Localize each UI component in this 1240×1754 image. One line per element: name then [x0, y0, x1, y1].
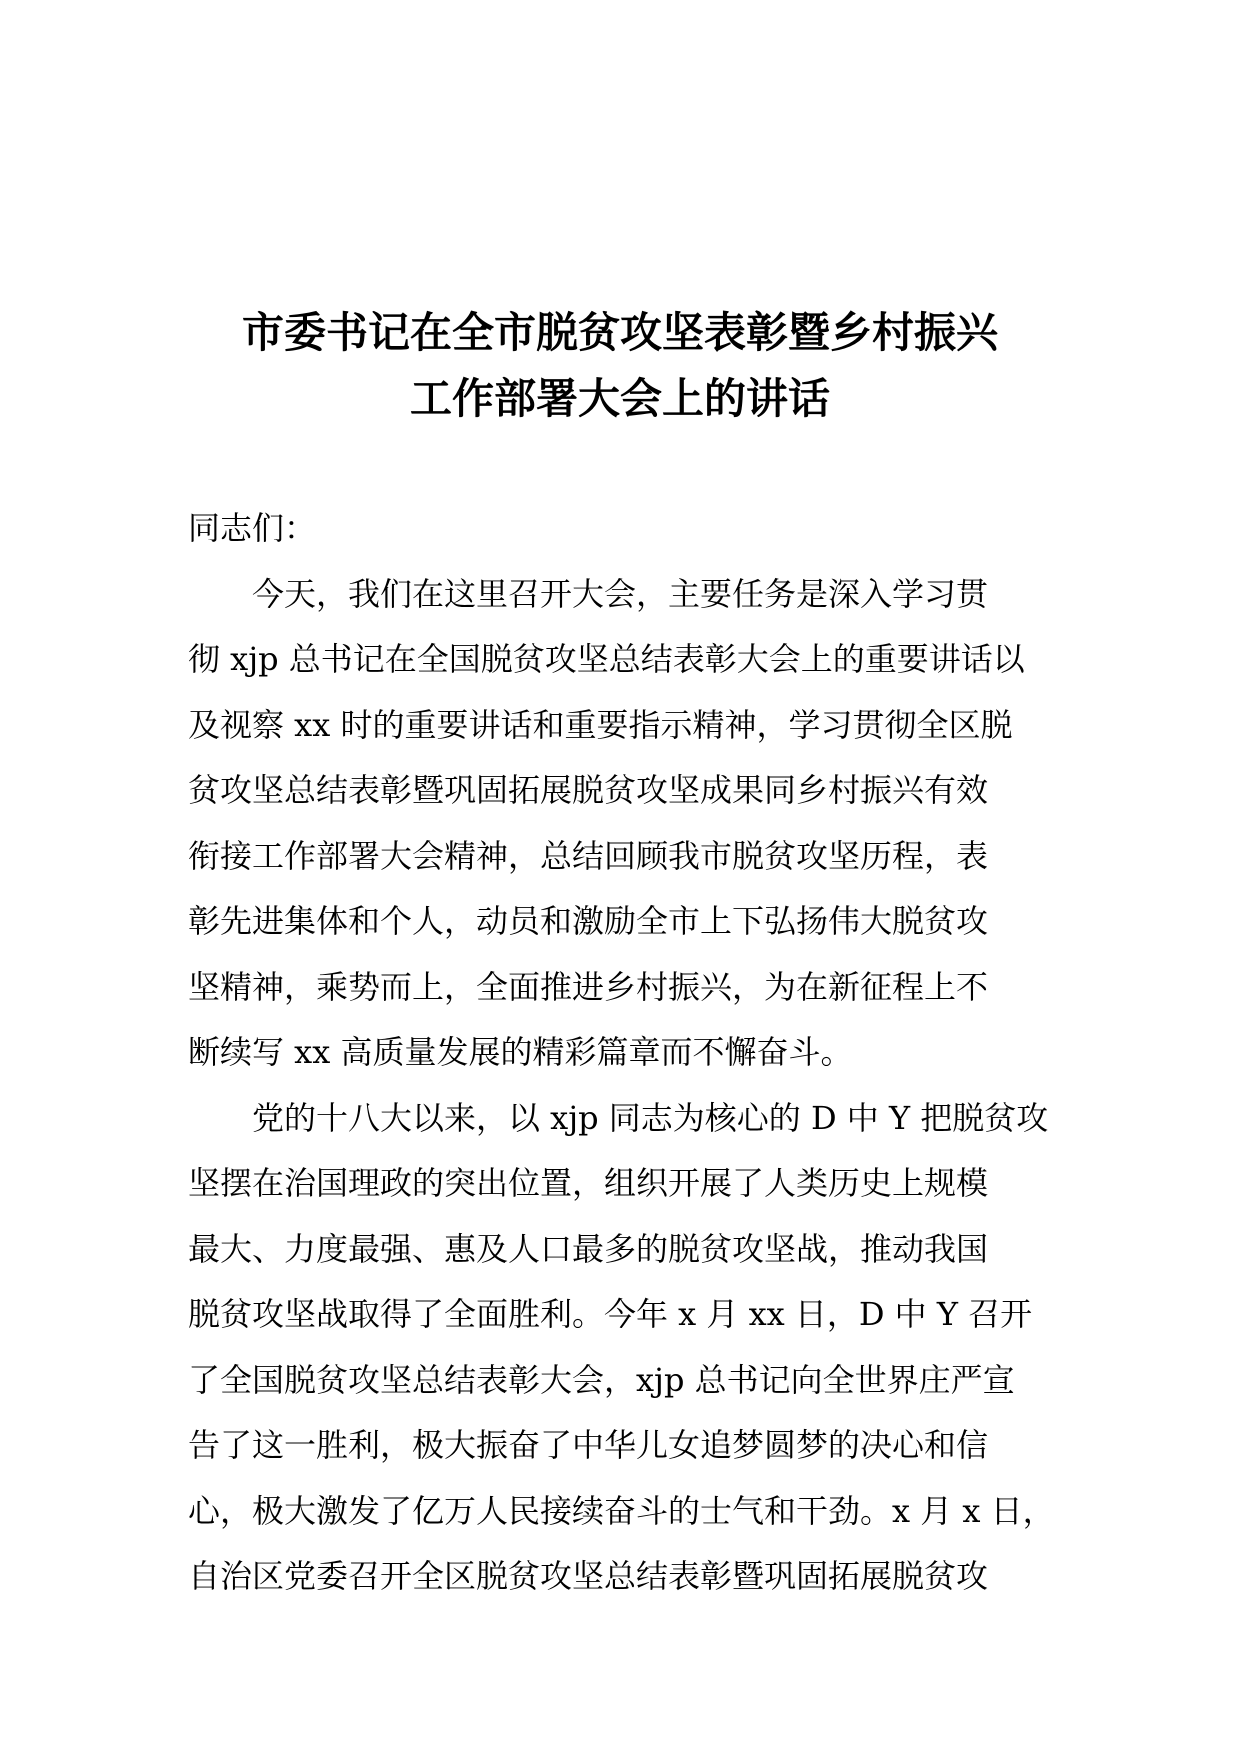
paragraph-line: 彻 xjp 总书记在全国脱贫攻坚总结表彰大会上的重要讲话以 — [188, 640, 1025, 678]
paragraph-line: 坚精神，乘势而上，全面推进乡村振兴，为在新征程上不 — [188, 967, 989, 1006]
paragraph-2 — [188, 1086, 1055, 1610]
paragraph-line: 贫攻坚总结表彰暨巩固拓展脱贫攻坚成果同乡村振兴有效 — [188, 771, 989, 809]
paragraph-line: 自治区党委召开全区脱贫攻坚总结表彰暨巩固拓展脱贫攻 — [188, 1557, 989, 1595]
paragraph-line: 今天，我们在这里召开大会，主要任务是深入学习贯 — [252, 574, 989, 613]
paragraph-line: 脱贫攻坚战取得了全面胜利。今年 x 月 xx 日，D 中 Y 召开 — [188, 1295, 1033, 1333]
paragraph-line: 党的十八大以来，以 xjp 同志为核心的 D 中 Y 把脱贫攻 — [252, 1098, 1049, 1137]
paragraph-line: 彰先进集体和个人，动员和激励全市上下弘扬伟大脱贫攻 — [188, 902, 989, 940]
salutation: 同志们： — [188, 509, 317, 547]
paragraph-line: 最大、力度最强、惠及人口最多的脱贫攻坚战，推动我国 — [188, 1229, 989, 1268]
paragraph-line: 坚摆在治国理政的突出位置，组织开展了人类历史上规模 — [188, 1164, 989, 1202]
paragraph-line: 及视察 xx 时的重要讲话和重要指示精神，学习贯彻全区脱 — [188, 705, 1013, 744]
paragraph-line: 告了这一胜利，极大振奋了中华儿女追梦圆梦的决心和信 — [188, 1426, 989, 1464]
paragraph-line: 了全国脱贫攻坚总结表彰大会，xjp 总书记向全世界庄严宣 — [188, 1360, 1015, 1399]
paragraph-line: 心，极大激发了亿万人民接续奋斗的士气和干劲。x 月 x 日， — [188, 1491, 1055, 1530]
document-title — [150, 300, 1090, 431]
paragraph-line: 断续写 xx 高质量发展的精彩篇章而不懈奋斗。 — [188, 1033, 853, 1071]
paragraph-line: 衔接工作部署大会精神，总结回顾我市脱贫攻坚历程，表 — [188, 836, 989, 875]
document-body — [188, 496, 1055, 1610]
title-line: 市委书记在全市脱贫攻坚表彰暨乡村振兴 — [241, 308, 998, 357]
paragraph-1 — [188, 562, 1048, 1086]
title-line: 工作部署大会上的讲话 — [409, 373, 830, 423]
